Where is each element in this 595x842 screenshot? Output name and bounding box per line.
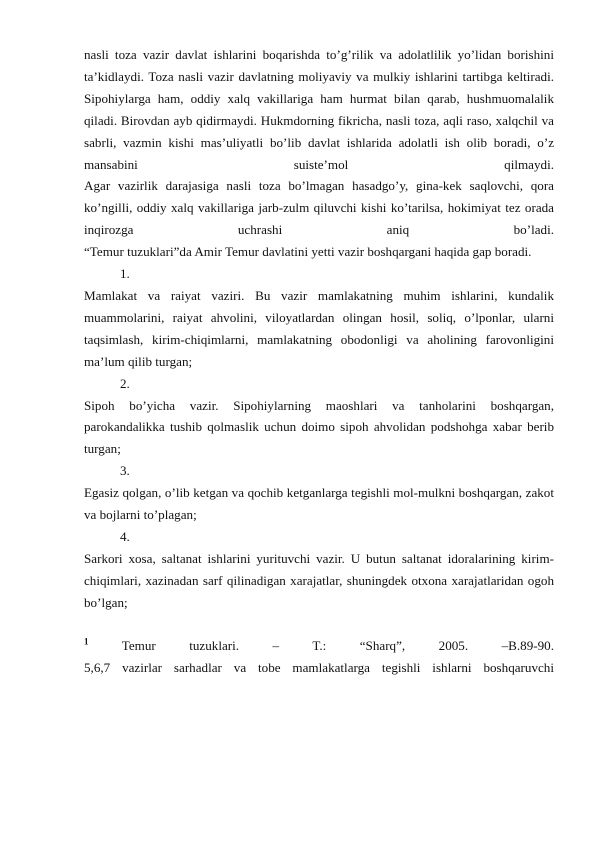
list-item-text-4: Sarkori xosa, saltanat ishlarini yurituvchi vazir. U butun saltanat idoralarining kirim-chiqimlari, xazinadan sarf qilinadigan xarajatlar, shuningdek otxona xarajatlaridan ogoh bo’lgan; (84, 550, 554, 610)
list-item-number-1: 1. (120, 266, 130, 282)
paragraph-yetti-vazir: “Temur tuzuklari”da Amir Temur davlatini yetti vazir boshqargani haqida gap boradi. (84, 244, 532, 260)
paragraph-vazir-nasli: nasli toza vazir davlat ishlarini boqarishda to’g’rilik va adolatlilik yo’lidan borishini ta’kidlaydi. Toza nasli vazir davlatning moliyaviy va mulkiy ishlarini tartibga keltiradi. Sipohiylarga ham, oddiy xalq vakillariga ham hurmat bilan qarab, hushmuomalalik qiladi. Birovdan ayb qidirmaydi. Hukmdorning fikricha, nasli toza, aqli raso, xalqchil va sabrli, vazmin kishi mas’uliyatli bo’lib davlat ishlarida adolatli ish olib boradi, o’z mansabini suiste’mol qilmaydi. (84, 47, 554, 172)
footnote (84, 635, 554, 657)
list-item-text-3: Egasiz qolgan, o’lib ketgan va qochib ketganlarga tegishli mol-mulkni boshqargan, zakot va bojlarni to’plagan; (84, 485, 554, 523)
paragraph-inqiroz: Agar vazirlik darajasiga nasli toza bo’lmagan hasadgo’y, gina-kek saqlovchi, qora ko’ngilli, oddiy xalq vakillariga jarb-zulm qiluvchi kishi ko’tarilsa, hokimiyat tez orada inqirozga uchrashi aniq bo’ladi. (84, 178, 554, 238)
continuation-line: 5,6,7 vazirlar sarhadlar va tobe mamlakatlarga tegishli ishlarni boshqaruvchi (84, 660, 554, 676)
list-item-number-4: 4. (120, 528, 130, 544)
document-page (84, 44, 554, 679)
footnote-marker: 1 (84, 637, 89, 648)
list-item-number-3: 3. (120, 463, 130, 479)
footnote-text: Temur tuzuklari. – T.: “Sharq”, 2005. –B.89-90. (121, 638, 554, 654)
list-item-text-2: Sipoh bo’yicha vazir. Sipohiylarning maoshlari va tanholarini boshqargan, parokandalikka tushib qolmaslik uchun doimo sipoh ahvolidan podshohga xabar berib turgan; (84, 397, 554, 457)
list-item-text-1: Mamlakat va raiyat vaziri. Bu vazir mamlakatning muhim ishlarini, kundalik muammolarini, raiyat ahvolini, viloyatlardan olingan hosil, soliq, o’lponlar, ularni taqsimlash, kirim-chiqimlarni, mamlakatning obodonligi va aholining farovonligini ma’lum qilib turgan; (84, 287, 554, 369)
list-item-number-2: 2. (120, 375, 130, 391)
spacer (84, 614, 554, 636)
